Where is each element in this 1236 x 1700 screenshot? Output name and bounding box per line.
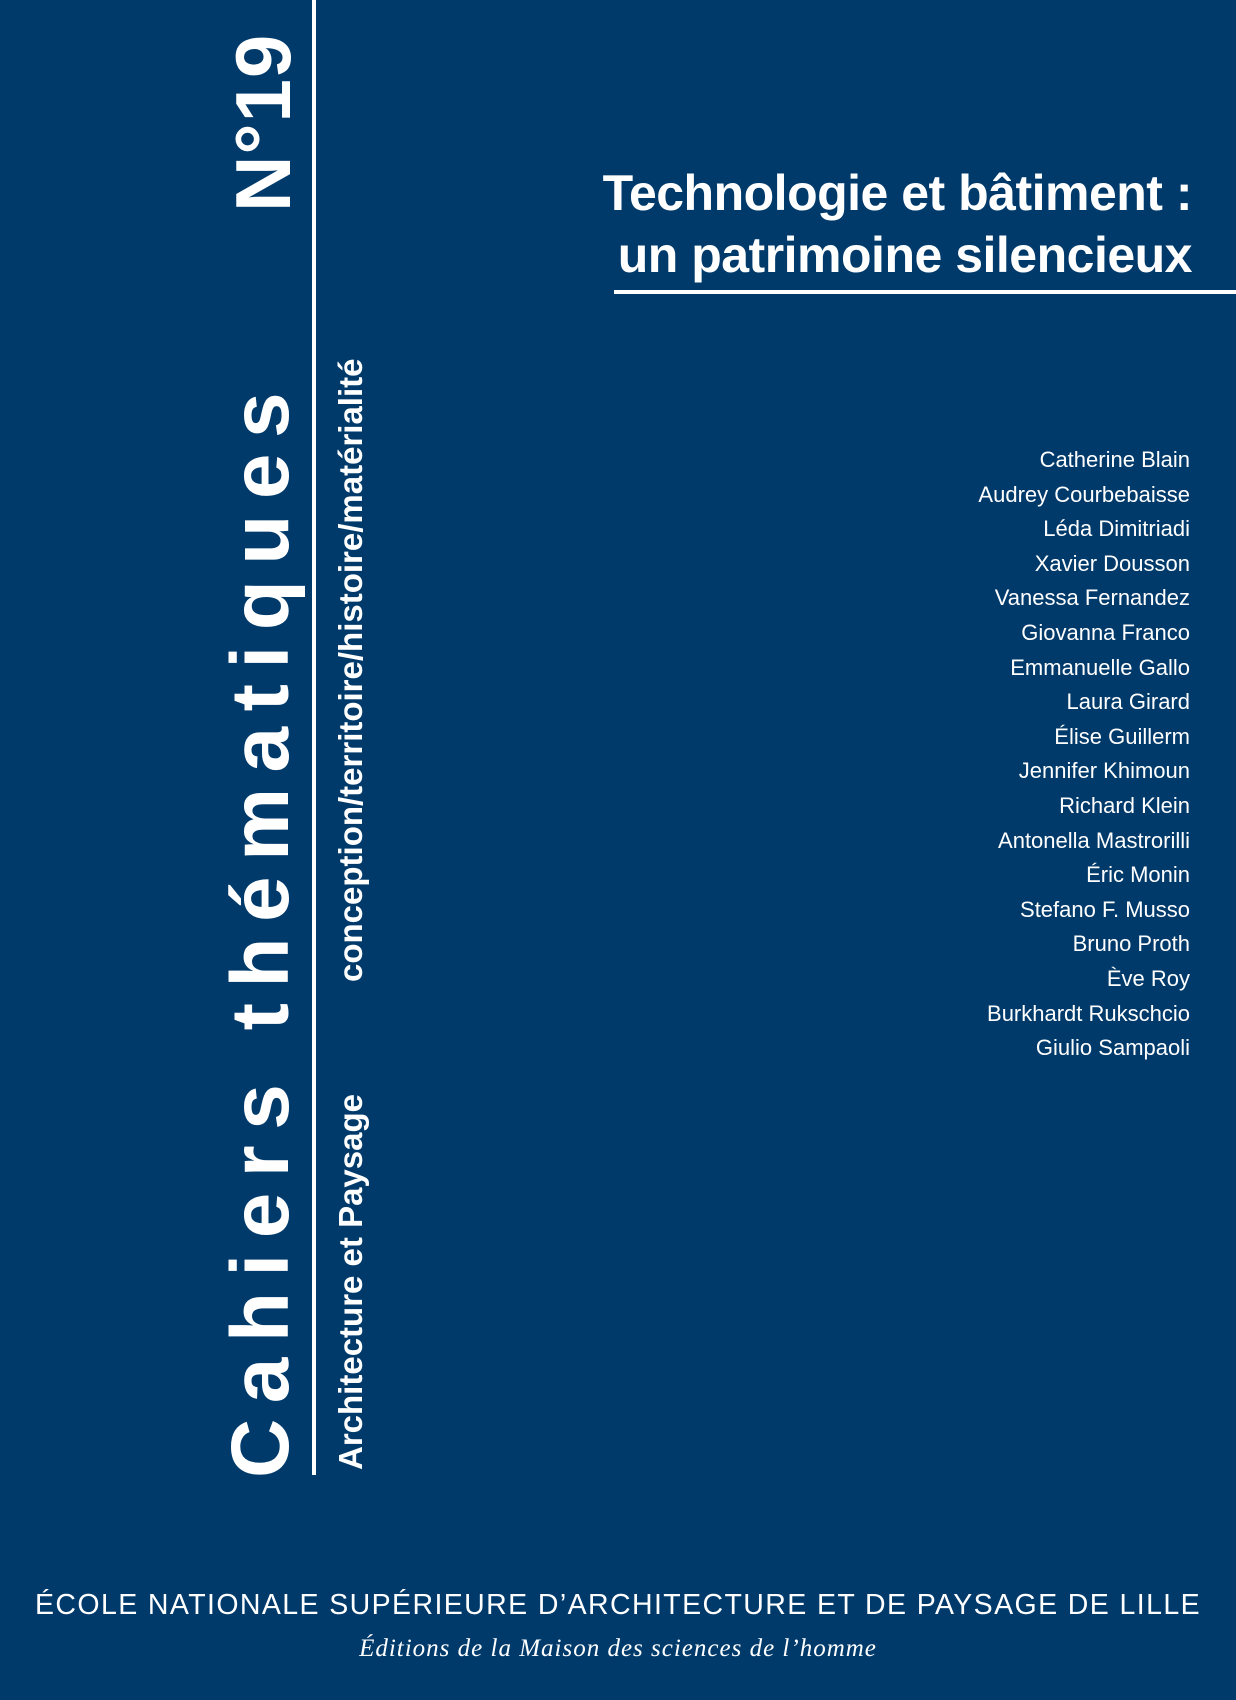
author-name: Ève Roy xyxy=(1106,965,1190,991)
author-name: Vanessa Fernandez xyxy=(994,585,1190,611)
author-name: Giovanna Franco xyxy=(1021,619,1190,645)
author-name: Audrey Courbebaisse xyxy=(978,481,1190,507)
author-name: Burkhardt Rukschcio xyxy=(987,1000,1190,1026)
author-name: Antonella Mastrorilli xyxy=(998,827,1190,853)
series-title: Cahiers thématiques xyxy=(215,376,306,1478)
author-name: Léda Dimitriadi xyxy=(1043,516,1190,542)
author-name: Xavier Dousson xyxy=(1034,550,1190,576)
book-title-line-1: Technologie et bâtiment : xyxy=(602,165,1192,221)
book-title xyxy=(603,162,1192,286)
school-name: ÉCOLE NATIONALE SUPÉRIEURE D’ARCHITECTURE ET DE PAYSAGE DE LILLE xyxy=(34,1589,1201,1621)
series-subtitle-discipline: Architecture et Paysage xyxy=(332,1093,369,1470)
author-name: Richard Klein xyxy=(1059,792,1190,818)
author-name: Laura Girard xyxy=(1066,689,1190,715)
author-name: Giulio Sampaoli xyxy=(1035,1035,1190,1061)
series-number: N°19 xyxy=(219,33,307,212)
author-name: Jennifer Khimoun xyxy=(1018,758,1190,784)
author-name: Emmanuelle Gallo xyxy=(1010,654,1190,680)
author-name: Stefano F. Musso xyxy=(1020,896,1190,922)
book-title-line-2: un patrimoine silencieux xyxy=(617,227,1192,283)
publisher-name: Éditions de la Maison des sciences de l’homme xyxy=(359,1635,877,1662)
author-list xyxy=(978,443,1190,1066)
title-underline xyxy=(614,290,1236,294)
author-name: Catherine Blain xyxy=(1039,447,1190,472)
author-name: Élise Guillerm xyxy=(1054,723,1190,749)
vertical-divider xyxy=(312,0,316,1475)
author-name: Éric Monin xyxy=(1086,862,1190,888)
series-subtitle-themes: conception/territoire/histoire/matérialité xyxy=(332,358,369,982)
author-name: Bruno Proth xyxy=(1072,931,1190,957)
